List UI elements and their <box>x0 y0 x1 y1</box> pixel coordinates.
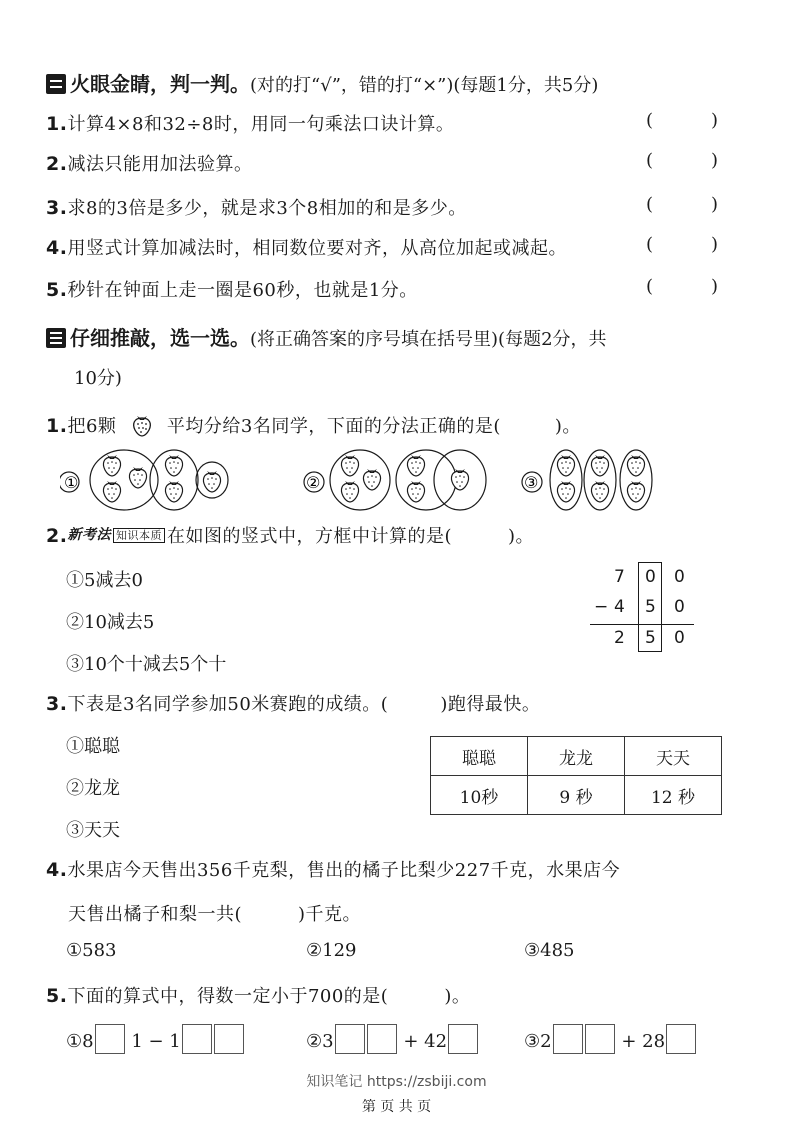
judge-item-2: 2.减法只能用加法验算。 <box>46 153 253 175</box>
watermark: 知识笔记 https://zsbiji.com <box>306 1074 487 1090</box>
section-three-instruction: (将正确答案的序号填在括号里)(每题2分，共 <box>250 329 607 350</box>
q5-option-1[interactable]: ①8 1 − 1 <box>66 1024 245 1054</box>
q2-option-2[interactable]: ②10减去5 <box>66 612 155 633</box>
strawberry-grouping-options <box>60 444 760 514</box>
judge-item-3: 3.求8的3倍是多少，就是求3个8相加的和是多少。 <box>46 197 467 219</box>
section-three-header <box>46 322 607 351</box>
table-cell: 天天 <box>625 737 722 776</box>
q3-option-1[interactable]: ①聪聪 <box>66 736 120 757</box>
q3-option-2[interactable]: ②龙龙 <box>66 778 120 799</box>
q3-option-3[interactable]: ③天天 <box>66 820 120 841</box>
table-cell: 12 秒 <box>625 776 722 815</box>
section-two-title: 火眼金睛，判一判。 <box>70 72 250 96</box>
table-row <box>431 737 722 776</box>
q2-option-3[interactable]: ③10个十减去5个十 <box>66 654 227 675</box>
section-two-instruction: (对的打“√”，错的打“×”)(每题1分，共5分) <box>250 75 599 96</box>
chinese-numeral-two-icon <box>46 74 66 94</box>
q5-option-3[interactable]: ③2 + 28 <box>524 1024 697 1054</box>
strawberry-icon <box>129 412 155 438</box>
table-row <box>431 776 722 815</box>
table-cell: 聪聪 <box>431 737 528 776</box>
q5-option-2[interactable]: ②3 + 42 <box>306 1024 479 1054</box>
choice-q1: 1.把6颗 平均分给3名同学，下面的分法正确的是( )。 <box>46 412 581 438</box>
chinese-numeral-three-icon <box>46 328 66 348</box>
digit-box <box>335 1024 365 1054</box>
q1-option-1-label: ① <box>64 473 79 492</box>
q1-option-3-label: ③ <box>524 473 539 492</box>
digit-box <box>585 1024 615 1054</box>
digit-box <box>448 1024 478 1054</box>
choice-q3: 3.下表是3名同学参加50米赛跑的成绩。( )跑得最快。 <box>46 693 541 715</box>
page-number: 第 页 共 页 <box>361 1099 432 1115</box>
digit-box <box>666 1024 696 1054</box>
table-cell: 10秒 <box>431 776 528 815</box>
section-two-header <box>46 68 598 97</box>
digit-box <box>553 1024 583 1054</box>
digit-box <box>95 1024 125 1054</box>
choice-q5: 5.下面的算式中，得数一定小于700的是( )。 <box>46 985 471 1007</box>
section-three-title: 仔细推敲，选一选。 <box>70 326 250 350</box>
q1-opt1-group-a <box>90 450 158 510</box>
digit-box <box>367 1024 397 1054</box>
q4-option-1[interactable]: ①583 <box>66 940 117 961</box>
judge-item-1: 1.计算4×8和32÷8时，用同一句乘法口诀计算。 <box>46 113 455 135</box>
choice-q2: 2.新考法 知识本质 在如图的竖式中，方框中计算的是( )。 <box>46 525 535 547</box>
table-cell: 9 秒 <box>528 776 625 815</box>
q2-option-1[interactable]: ①5减去0 <box>66 570 143 591</box>
q1-option-2-label: ② <box>306 473 321 492</box>
race-results-table <box>430 736 722 815</box>
choice-q4-cont: 天售出橘子和梨一共( )千克。 <box>68 904 362 925</box>
digit-box <box>214 1024 244 1054</box>
q4-option-3[interactable]: ③485 <box>524 940 575 961</box>
judge-item-5: 5.秒针在钟面上走一圈是60秒，也就是1分。 <box>46 279 418 301</box>
choice-q4: 4.水果店今天售出356千克梨，售出的橘子比梨少227千克，水果店今 <box>46 859 621 881</box>
table-cell: 龙龙 <box>528 737 625 776</box>
judge-item-4: 4.用竖式计算加减法时，相同数位要对齐，从高位加起或减起。 <box>46 237 567 259</box>
new-method-badge: 新考法 知识本质 <box>67 524 165 544</box>
highlight-box <box>638 562 662 652</box>
section-three-instruction-cont: 10分) <box>74 368 122 389</box>
q4-option-2[interactable]: ②129 <box>306 940 357 961</box>
digit-box <box>182 1024 212 1054</box>
